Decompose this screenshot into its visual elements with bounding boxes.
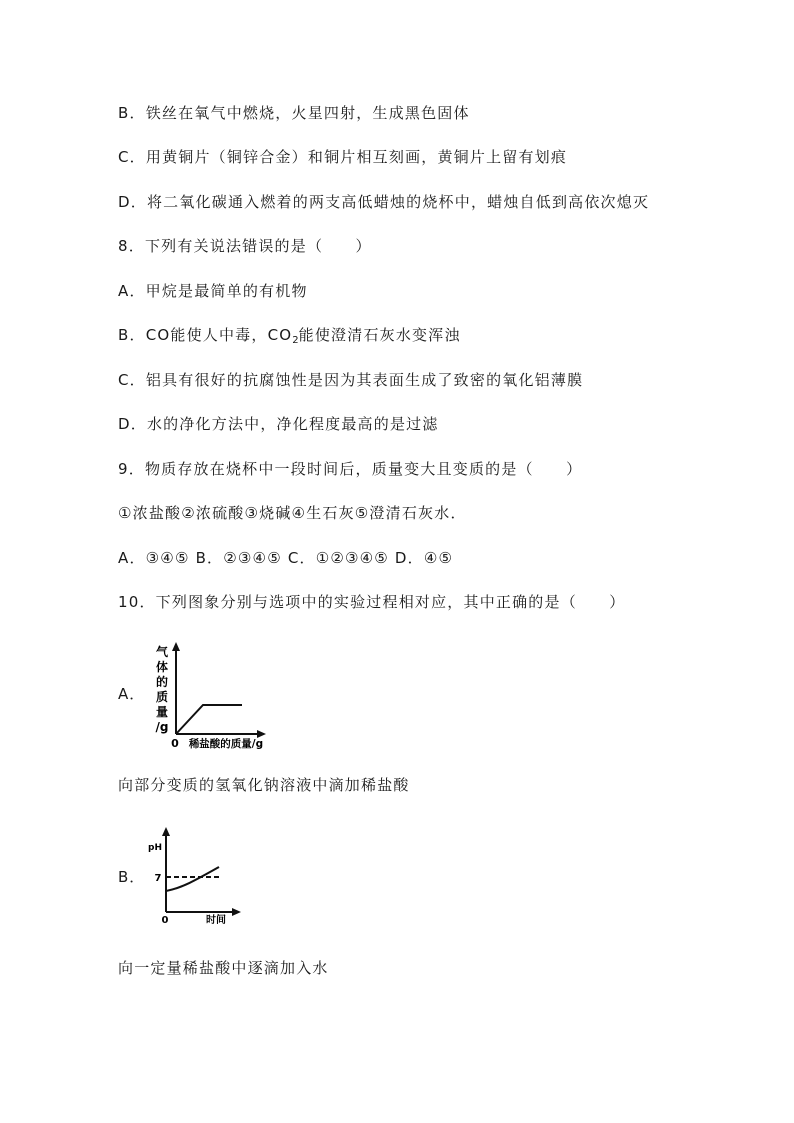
figure-a-xlabel: 稀盐酸的质量/g bbox=[188, 738, 264, 750]
figure-a-graph bbox=[148, 634, 270, 752]
figure-b-curve bbox=[166, 867, 219, 891]
q7-option-d: D．将二氧化碳通入燃着的两支高低蜡烛的烧杯中，蜡烛自低到高依次熄灭 bbox=[118, 193, 650, 211]
figure-b-graph bbox=[150, 822, 250, 926]
figure-a-ylabel-char: /g bbox=[155, 720, 169, 734]
q8-option-c: C．铝具有很好的抗腐蚀性是因为其表面生成了致密的氧化铝薄膜 bbox=[118, 371, 584, 389]
q8-option-b-part2: 能使澄清石灰水变浑浊 bbox=[298, 326, 461, 344]
q7-option-b: B．铁丝在氧气中燃烧，火星四射，生成黑色固体 bbox=[118, 104, 470, 122]
q8-stem: 8．下列有关说法错误的是（ ） bbox=[118, 237, 372, 255]
figure-b-y-arrow bbox=[162, 827, 170, 836]
q8-option-a: A．甲烷是最简单的有机物 bbox=[118, 282, 308, 300]
figure-b-label: B． bbox=[118, 868, 146, 886]
q9-options: A．③④⑤ B．②③④⑤ C．①②③④⑤ D．④⑤ bbox=[118, 549, 454, 567]
q10-stem: 10．下列图象分别与选项中的实验过程相对应，其中正确的是（ ） bbox=[118, 593, 626, 611]
figure-a-ylabel-char: 气 bbox=[155, 645, 169, 659]
q9-items: ①浓盐酸②浓硫酸③烧碱④生石灰⑤澄清石灰水． bbox=[118, 504, 467, 522]
figure-b-xlabel: 时间 bbox=[206, 915, 226, 926]
q8-option-d: D．水的净化方法中，净化程度最高的是过滤 bbox=[118, 415, 439, 433]
q7-option-c: C．用黄铜片（铜锌合金）和铜片相互刻画，黄铜片上留有划痕 bbox=[118, 148, 568, 166]
q8-option-b bbox=[118, 325, 461, 351]
figure-a-ylabel-char: 的 bbox=[155, 675, 169, 689]
figure-a-ylabel-char: 体 bbox=[155, 660, 169, 674]
figure-a-caption: 向部分变质的氢氧化钠溶液中滴加稀盐酸 bbox=[118, 776, 410, 794]
figure-a-label: A． bbox=[118, 685, 146, 703]
q8-option-b-subscript: 2 bbox=[292, 335, 299, 346]
figure-a-ylabel-char: 质 bbox=[155, 690, 169, 704]
q9-stem: 9．物质存放在烧杯中一段时间后，质量变大且变质的是（ ） bbox=[118, 460, 583, 478]
figure-b-ylabel: pH bbox=[148, 843, 162, 853]
q8-option-b-part1: B．CO能使人中毒，CO bbox=[118, 326, 293, 344]
figure-b-y-tick: 7 bbox=[154, 873, 162, 884]
figure-b-caption: 向一定量稀盐酸中逐滴加入水 bbox=[118, 959, 329, 977]
figure-a-y-arrow bbox=[172, 642, 180, 651]
figure-a-ylabel-char: 量 bbox=[155, 705, 169, 719]
figure-a-x-arrow bbox=[257, 730, 266, 738]
figure-b-origin: 0 bbox=[161, 915, 169, 926]
figure-a-curve bbox=[176, 705, 242, 734]
figure-b-x-arrow bbox=[232, 908, 241, 916]
figure-a-origin: 0 bbox=[171, 737, 179, 750]
